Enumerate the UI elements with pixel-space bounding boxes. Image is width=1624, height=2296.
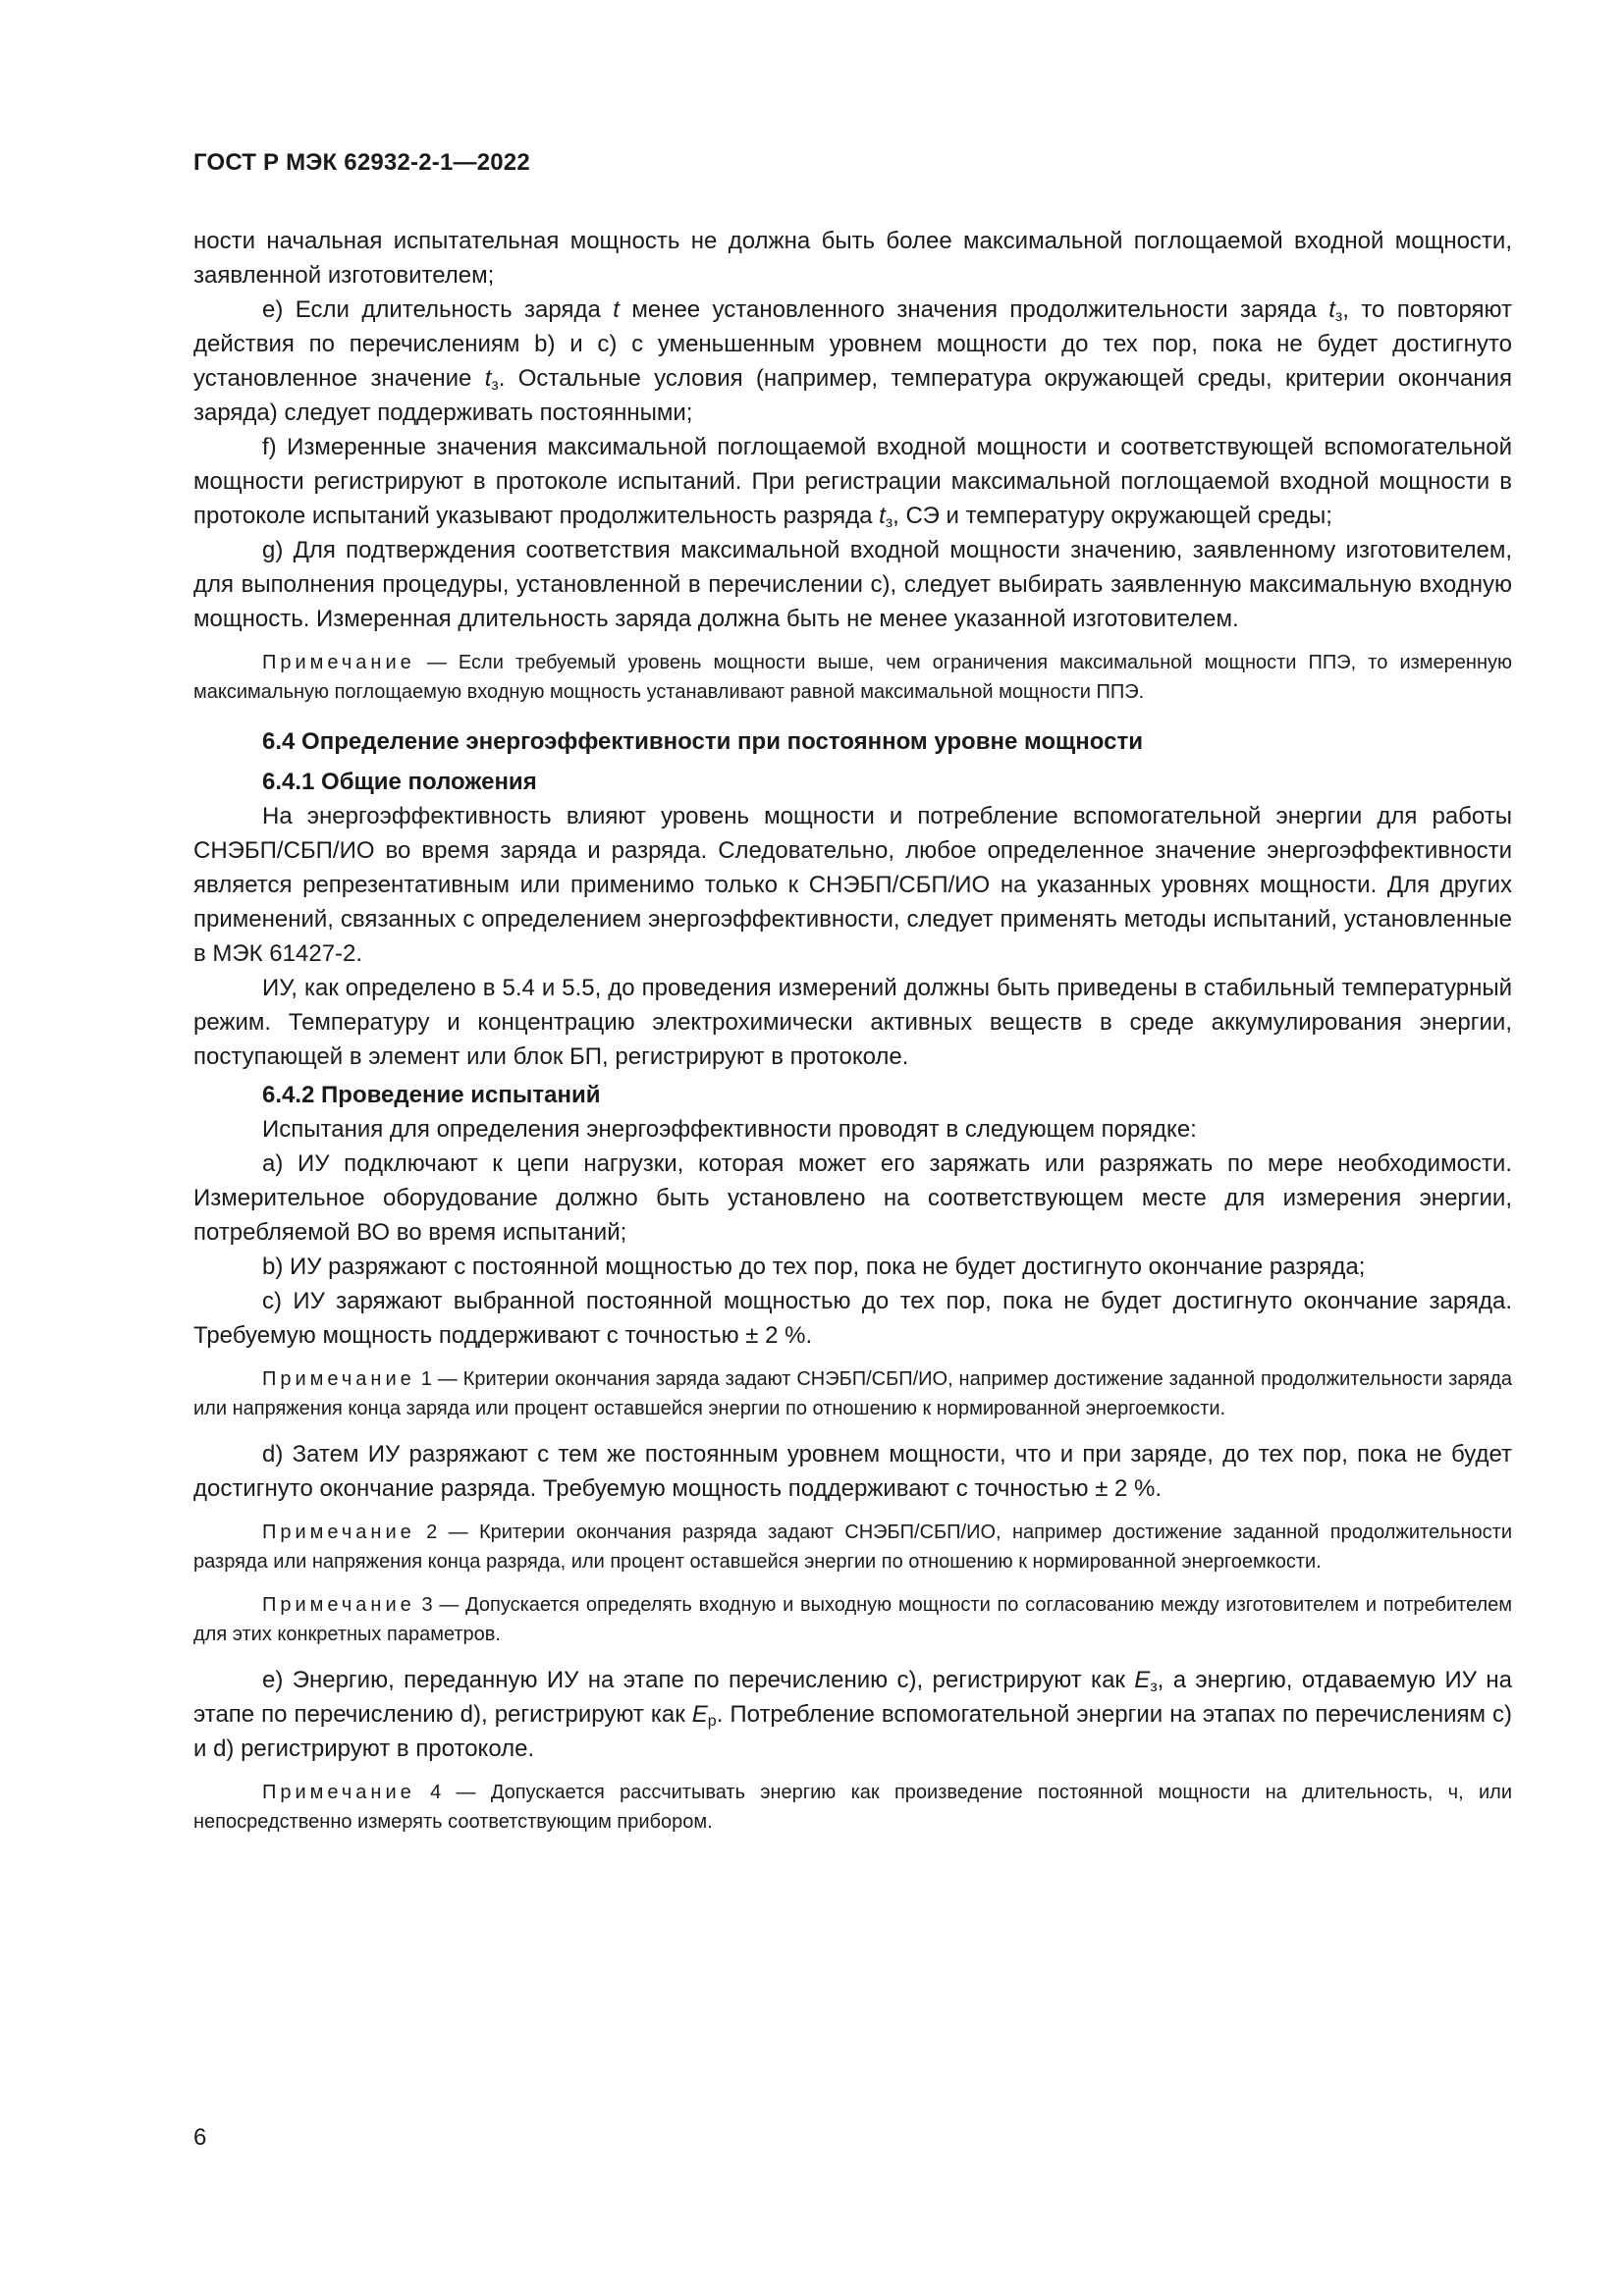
note-3: Примечание 3 — Допускается определять входную и выходную мощности по согласованию между изготовителем и потребителем для этих конкретных параметров. (193, 1594, 1512, 1645)
paragraph: Испытания для определения энергоэффективности проводят в следующем порядке: (262, 1116, 1197, 1143)
list-item-e: e) Если длительность заряда t менее установленного значения продолжительности заряда $t_з$, то повторяют действия по перечислениям b) и c) с уменьшенным уровнем мощности до тех пор, пока не будет достигнуто установленное значение $t_з$. Остальные условия (например, температура окружающей среды, критерии окончания заряда) следует поддерживать постоянными; (193, 296, 1513, 426)
list-item-g: g) Для подтверждения соответствия максимальной входной мощности значению, заявленному изготовителем, для выполнения процедуры, установленной в перечислении c), следует выбирать заявленную максимальную входную мощность. Измеренная длительность заряда должна быть не менее указанной изготовителем. (193, 537, 1512, 632)
document-header: ГОСТ Р МЭК 62932-2-1—2022 (193, 149, 530, 176)
note: Примечание — Если требуемый уровень мощности выше, чем ограничения максимальной мощности ППЭ, то измеренную максимальную поглощаемую входную мощность устанавливают равной максимальной мощности ППЭ. (193, 652, 1512, 703)
subsection-heading-6-4-2: 6.4.2 Проведение испытаний (262, 1082, 601, 1108)
subsection-heading-6-4-1: 6.4.1 Общие положения (262, 769, 537, 795)
paragraph: ИУ, как определено в 5.4 и 5.5, до проведения измерений должны быть приведены в стабильный температурный режим. Температуру и концентрацию электрохимически активных веществ в среде аккумулирования энергии, поступающей в элемент или блок БП, регистрируют в протоколе. (193, 975, 1512, 1070)
list-item-a: a) ИУ подключают к цепи нагрузки, которая может его заряжать или разряжать по мере необходимости. Измерительное оборудование должно быть установлено на соответствующем месте для измерения энергии, потребляемой ВО во время испытаний; (193, 1150, 1512, 1246)
page-number: 6 (193, 2124, 207, 2151)
note-4: Примечание 4 — Допускается рассчитывать энергию как произведение постоянной мощности на длительность, ч, или непосредственно измерять соответствующим прибором. (193, 1782, 1512, 1833)
paragraph-continuation: ности начальная испытательная мощность не должна быть более максимальной поглощаемой входной мощности, заявленной изготовителем; (193, 228, 1512, 289)
list-item-d: d) Затем ИУ разряжают с тем же постоянным уровнем мощности, что и при заряде, до тех пор, пока не будет достигнуто окончание разряда. Требуемую мощность поддерживают с точностью ± 2 %. (193, 1441, 1512, 1502)
list-item-b: b) ИУ разряжают с постоянной мощностью до тех пор, пока не будет достигнуто окончание разряда; (262, 1254, 1366, 1280)
list-item-c: c) ИУ заряжают выбранной постоянной мощностью до тех пор, пока не будет достигнуто окончание заряда. Требуемую мощность поддерживают с точностью ± 2 %. (193, 1288, 1512, 1349)
paragraph: На энергоэффективность влияют уровень мощности и потребление вспомогательной энергии для работы СНЭБП/СБП/ИО во время заряда и разряда. Следовательно, любое определенное значение энергоэффективности является репрезентативным или применимо только к СНЭБП/СБП/ИО на указанных уровнях мощности. Для других применений, связанных с определением энергоэффективности, следует применять методы испытаний, установленные в МЭК 61427-2. (193, 803, 1512, 967)
section-heading-6-4: 6.4 Определение энергоэффективности при постоянном уровне мощности (262, 728, 1143, 755)
document-body (193, 224, 1512, 1850)
note-2: Примечание 2 — Критерии окончания разряда задают СНЭБП/СБП/ИО, например достижение заданной продолжительности разряда или напряжения конца разряда, или процент оставшейся энергии по отношению к нормированной энергоемкости. (193, 1522, 1512, 1573)
list-item-f: f) Измеренные значения максимальной поглощаемой входной мощности и соответствующей вспомогательной мощности регистрируют в протоколе испытаний. При регистрации максимальной поглощаемой входной мощности в протоколе испытаний указывают продолжительность разряда $t_з$, СЭ и температуру окружающей среды; (193, 434, 1512, 531)
list-item-e2: e) Энергию, переданную ИУ на этапе по перечислению c), регистрируют как $E_з$, а энергию, отдаваемую ИУ на этапе по перечислению d), регистрируют как $E_р$. Потребление вспомогательной энергии на этапах по перечислениям c) и d) регистрируют в протоколе. (193, 1667, 1512, 1762)
note-1: Примечание 1 — Критерии окончания заряда задают СНЭБП/СБП/ИО, например достижение заданной продолжительности заряда или напряжения конца заряда или процент оставшейся энергии по отношению к нормированной энергоемкости. (193, 1368, 1512, 1419)
